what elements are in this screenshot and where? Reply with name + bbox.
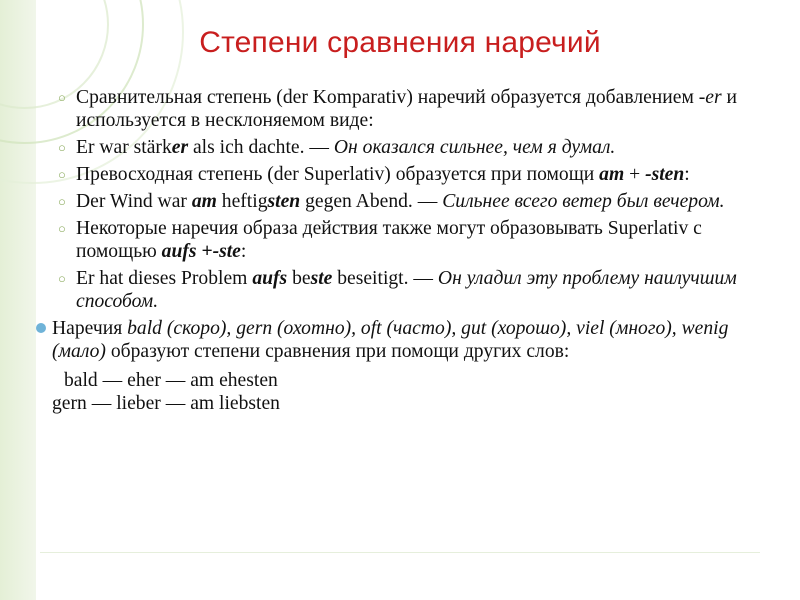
sub-bullet-item: ○ Некоторые наречия образа действия также могут образовывать Superlativ с помощью aufs +-ste: <box>58 218 702 262</box>
sub-bullet-item: ○ Превосходная степень (der Superlativ) образуется при помощи am + -sten: <box>58 164 690 185</box>
sub-bullet-item: ○ Er hat dieses Problem aufs beste beseitigt. — Он уладил эту проблему наилучшим способом. <box>58 268 737 312</box>
filled-bullet-icon <box>36 323 46 333</box>
forms-line-bald: bald — eher — am ehesten <box>64 370 278 391</box>
ring-bullet-icon: ○ <box>58 140 66 155</box>
slide-content <box>52 86 772 415</box>
ring-bullet-icon: ○ <box>58 221 66 236</box>
bottom-divider <box>40 552 760 553</box>
slide-title: Степени сравнения наречий <box>199 26 601 59</box>
forms-line-gern: gern — lieber — am liebsten <box>52 393 280 414</box>
ring-bullet-icon: ○ <box>58 90 66 105</box>
sub-bullet-item: ○ Der Wind war am heftigsten gegen Abend. — Сильнее всего ветер был вечером. <box>58 191 725 212</box>
sub-bullet-item: ○ Er war stärker als ich dachte. — Он оказался сильнее, чем я думал. <box>58 137 616 158</box>
ring-bullet-icon: ○ <box>58 167 66 182</box>
main-bullet-item: Наречия bald (скоро), gern (охотно), oft (часто), gut (хорошо), viel (много), wenig (мало) образуют степени сравнения при помощи других слов: <box>52 317 772 363</box>
sub-bullet-item: ○ Сравнительная степень (der Komparativ) наречий образуется добавлением -er и используется в несклоняемом виде: <box>58 87 738 131</box>
ring-bullet-icon: ○ <box>58 271 66 286</box>
ring-bullet-icon: ○ <box>58 194 66 209</box>
